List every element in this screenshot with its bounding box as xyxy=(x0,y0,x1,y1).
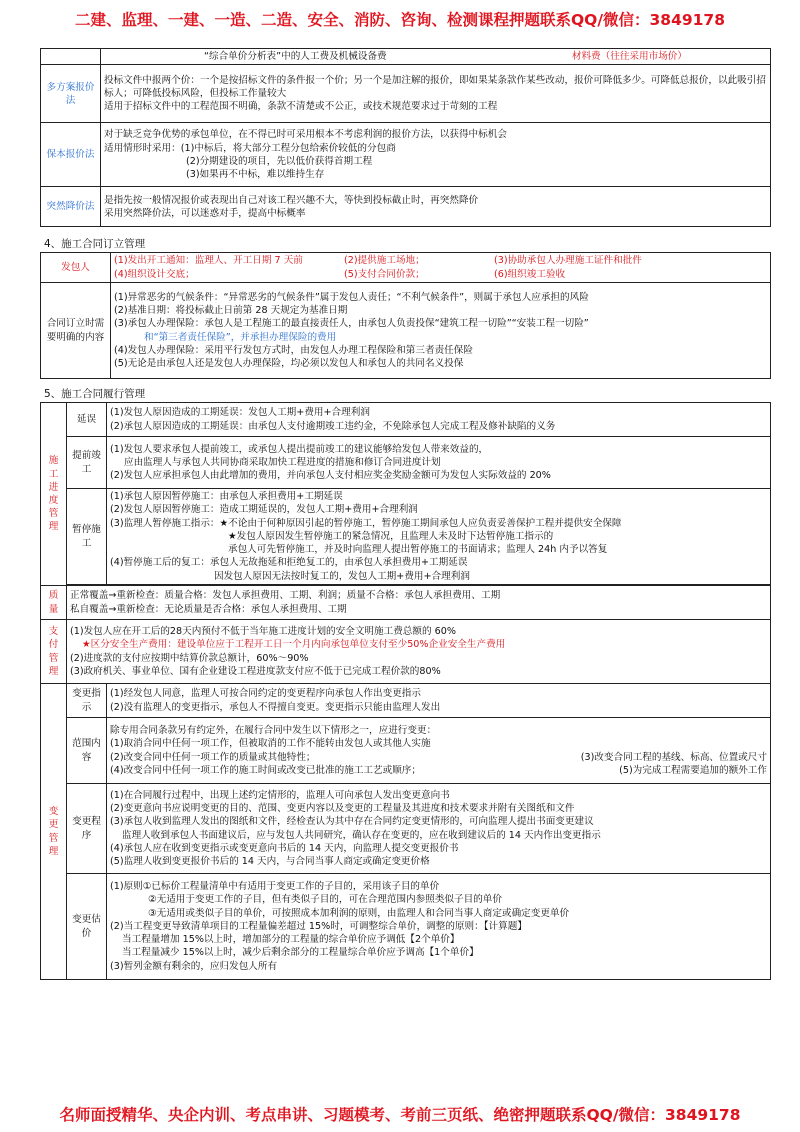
duty-item: (4)组织设计交底； xyxy=(114,268,195,280)
text-line: (2)变更意向书应说明变更的目的、范围、变更内容以及变更的工程量及其进度和技术要求并附有关图纸和文件 xyxy=(110,803,575,815)
scope-label: 范围内容 xyxy=(67,718,107,784)
duty-item: (3)协助承包人办理施工证件和批件 xyxy=(494,255,642,267)
change-management-label: 变更管理 xyxy=(41,684,67,980)
text-line: (2)没有监理人的变更指示，承包人不得擅自变更。变更指示只能由监理人发出 xyxy=(110,701,441,713)
text-line: 应由监理人与承包人共同协商采取加快工程进度的措施和修订合同进度计划 xyxy=(124,456,441,468)
text-line: 承包人可先暂停施工，并及时向监理人提出暂停施工的书面请求；监理人 24h 内予以答复 xyxy=(228,544,608,556)
text-line: (1)在合同履行过程中，出现上述约定情形的，监理人可向承包人发出变更意向书 xyxy=(110,789,450,801)
quality-content xyxy=(67,586,771,620)
row-label-break-even: 保本报价法 xyxy=(41,123,101,187)
employer-duty-grid xyxy=(114,254,767,280)
text-line: (4)暂停施工后的复工：承包人无故拖延和拒绝复工的，由承包人承担费用+工期延误 xyxy=(110,557,468,569)
text-line: 当工程量减少 15%以上时，减少后剩余部分的工程量综合单价应予调高【1个单价】 xyxy=(122,947,479,959)
delay-content xyxy=(107,403,771,437)
text-line: (3)暂列金额有剩余的，应归发包人所有 xyxy=(110,960,278,972)
text-line: (5)为完成工程需要追加的额外工作 xyxy=(619,764,767,776)
scope-pair xyxy=(110,764,767,777)
duty-item: (5)支付合同价款； xyxy=(344,268,425,280)
instruction-label: 变更指示 xyxy=(67,684,107,718)
sudden-drop-content xyxy=(101,187,771,227)
text-line: (2)改变合同中任何一项工作的质量或其他特性； xyxy=(110,751,316,763)
break-even-content xyxy=(101,123,771,187)
valuation-content xyxy=(107,874,771,980)
scope-content xyxy=(107,718,771,784)
header-right: 材料费（往往采用市场价） xyxy=(571,51,687,62)
instruction-content xyxy=(107,684,771,718)
table-header xyxy=(101,49,771,65)
text-line: (1)发包人应在开工后的28天内预付不低于当年施工进度计划的安全文明施工费总额的 60% xyxy=(70,626,456,638)
table-header-empty xyxy=(41,49,101,65)
text-line: (4)承包人应在收到变更指示或变更意向书后的 14 天内，向监理人提交变更报价书 xyxy=(110,842,459,854)
procedure-content xyxy=(107,784,771,874)
text-line: 监理人收到承包人书面建议后，应与发包人共同研究，确认存在变更的，应在收到建议后的 14 天内作出变更指示 xyxy=(122,829,601,841)
text-line: (2)当工程变更导致清单项目的工程量偏差超过 15%时，可调整综合单价，调整的原则：【计算题】 xyxy=(110,920,527,932)
text-line: 投标文件中报两个价：一个是按招标文件的条件报一个价；另一个是加注解的报价，即如果某条款作某些改动，报价可降低多少。可降低总报价，以此吸引招标人；可降低投标风险，但投标工作量较大 xyxy=(104,74,766,100)
text-line: (1)承包人原因暂停施工：由承包人承担费用+工期延误 xyxy=(110,491,343,503)
text-line: ②无适用于变更工作的子目，但有类似子目的，可在合理范围内参照类似子目的单价 xyxy=(148,894,502,906)
text-line: 适用情形时采用：(1)中标后，将大部分工程分包给索价较低的分包商 xyxy=(104,142,396,154)
text-line: (2)基准日期：将投标截止日前第 28 天规定为基准日期 xyxy=(114,305,348,317)
header-left: “综合单价分析表”中的人工费及机械设备费 xyxy=(204,51,387,62)
text-line: (2)进度款的支付应按期中结算价款总额计，60%～90% xyxy=(70,652,309,664)
text-line: (4)改变合同中任何一项工作的施工时间或改变已批准的施工工艺或顺序； xyxy=(110,764,421,776)
quality-label: 质量 xyxy=(41,586,67,620)
text-line: (4)发包人办理保险：采用平行发包方式时，由发包人办理工程保险和第三者责任保险 xyxy=(114,344,473,356)
payment-label: 支付管理 xyxy=(41,620,67,684)
text-line: (3)承包人办理保险：承包人是工程施工的最直接责任人，由承包人负责投保“建筑工程一切险”“安装工程一切险” xyxy=(114,318,589,330)
contract-formation-table xyxy=(40,252,771,379)
contract-content-label: 合同订立时需要明确的内容 xyxy=(41,283,111,379)
progress-management-label: 施工进度管理 xyxy=(41,403,67,586)
text-line: 适用于招标文件中的工程范围不明确，条款不清楚或不公正，或技术规范要求过于苛刻的工程 xyxy=(104,101,498,113)
text-line: (3)监理人暂停施工指示：★不论由于何种原因引起的暂停施工，暂停施工期间承包人应负责妥善保护工程并提供安全保障 xyxy=(110,517,622,529)
multi-plan-content xyxy=(101,65,771,123)
text-line: (5)无论是由承包人还是发包人办理保险，均必须以发包人和承包人的共同名义投保 xyxy=(114,357,464,369)
text-line: (5)监理人收到变更报价书后的 14 天内，与合同当事人商定或确定变更价格 xyxy=(110,855,430,867)
text-line: (2)发包人应承担承包人由此增加的费用，并向承包人支付相应奖金奖励金额可为发包人实际效益的 20% xyxy=(110,470,551,482)
text-line: ★发包人原因发生暂停施工的紧急情况，且监理人未及时下达暂停施工指示的 xyxy=(228,530,554,542)
section-5-title: 5、施工合同履行管理 xyxy=(44,388,146,400)
early-completion-label: 提前竣工 xyxy=(67,437,107,489)
text-line: (1)异常恶劣的气候条件：“异常恶劣的气候条件”属于发包人责任；“不利气候条件”，则属于承包人应承担的风险 xyxy=(114,291,589,303)
contract-content xyxy=(111,283,771,379)
text-line: 私自覆盖→重新检查：无论质量是否合格：承包人承担费用、工期 xyxy=(70,603,347,615)
suspension-label: 暂停施工 xyxy=(67,489,107,585)
text-line: ★区分安全生产费用：建设单位应于工程开工日一个月内向承包单位支付至少50%企业安全生产费用 xyxy=(82,639,506,651)
text-line: 采用突然降价法，可以迷惑对手，提高中标概率 xyxy=(104,207,306,219)
text-line: (2)承包人原因造成的工期延误：由承包人支付逾期竣工违约金，不免除承包人完成工程及修补缺陷的义务 xyxy=(110,420,556,432)
text-line: (1)经发包人同意，监理人可按合同约定的变更程序向承包人作出变更指示 xyxy=(110,688,421,700)
employer-duties xyxy=(111,253,771,283)
duty-item: (6)组织竣工验收 xyxy=(494,268,566,280)
text-line: (3)如果再不中标，难以维持生存 xyxy=(186,168,325,180)
bottom-banner: 名师面授精华、央企内训、考点串讲、习题模考、考前三页纸、绝密押题联系QQ/微信：3849178 xyxy=(59,1106,741,1124)
quotation-table xyxy=(40,48,771,227)
text-line: (2)分期建设的项目，先以低价获得首期工程 xyxy=(186,155,373,167)
text-line: 是指先按一般情况报价或表现出自己对该工程兴趣不大，等快到投标截止时，再突然降价 xyxy=(104,194,479,206)
employer-label: 发包人 xyxy=(41,253,111,283)
text-line: 因发包人原因无法按时复工的，发包人工期+费用+合理利润 xyxy=(214,570,470,582)
text-line: (1)原则①已标价工程量清单中有适用于变更工作的子目的，采用该子目的单价 xyxy=(110,881,440,893)
text-line: 和“第三者责任保险”，并承担办理保险的费用 xyxy=(144,331,337,343)
scope-pair xyxy=(110,751,767,764)
duty-item: (1)发出开工通知：监理人、开工日期 7 天前 xyxy=(114,255,303,267)
text-line: (3)承包人收到监理人发出的图纸和文件，经检查认为其中存在合同约定变更情形的，可向监理人提出书面变更建议 xyxy=(110,816,594,828)
delay-label: 延误 xyxy=(67,403,107,437)
text-line: (1)发包人要求承包人提前竣工，或承包人提出提前竣工的建议能够给发包人带来效益的， xyxy=(110,443,489,455)
text-line: 正常覆盖→重新检查：质量合格：发包人承担费用、工期、利润；质量不合格：承包人承担费用、工期 xyxy=(70,590,501,602)
text-line: 对于缺乏竞争优势的承包单位，在不得已时可采用根本不考虑利润的报价方法，以获得中标机会 xyxy=(104,129,507,141)
payment-content xyxy=(67,620,771,684)
text-line: (1)取消合同中任何一项工作，但被取消的工作不能转由发包人或其他人实施 xyxy=(110,738,431,750)
top-banner: 二建、监理、一建、一造、二造、安全、消防、咨询、检测课程押题联系QQ/微信：3849178 xyxy=(74,11,725,29)
suspension-content xyxy=(107,489,771,585)
text-line: 除专用合同条款另有约定外，在履行合同中发生以下情形之一，应进行变更： xyxy=(110,725,437,737)
contract-execution-table xyxy=(40,402,771,980)
text-line: (1)发包人原因造成的工期延误：发包人工期+费用+合理利润 xyxy=(110,407,370,419)
text-line: (2)发包人原因暂停施工：造成工期延误的，发包人工期+费用+合理利润 xyxy=(110,504,418,516)
early-completion-content xyxy=(107,437,771,489)
text-line: ③无适用或类似子目的单价，可按照成本加利润的原则，由监理人和合同当事人商定或确定变更单价 xyxy=(148,907,570,919)
procedure-label: 变更程序 xyxy=(67,784,107,874)
text-line: (3)政府机关、事业单位、国有企业建设工程进度款支付应不低于已完成工程价款的80% xyxy=(70,665,441,677)
valuation-label: 变更估价 xyxy=(67,874,107,980)
text-line: (3)改变合同工程的基线、标高、位置或尺寸 xyxy=(580,751,767,763)
duty-item: (2)提供施工场地； xyxy=(344,255,425,267)
section-4-title: 4、施工合同订立管理 xyxy=(44,238,146,250)
row-label-multi-plan: 多方案报价法 xyxy=(41,65,101,123)
row-label-sudden-drop: 突然降价法 xyxy=(41,187,101,227)
text-line: 当工程量增加 15%以上时，增加部分的工程量的综合单价应予调低【2个单价】 xyxy=(122,934,460,946)
